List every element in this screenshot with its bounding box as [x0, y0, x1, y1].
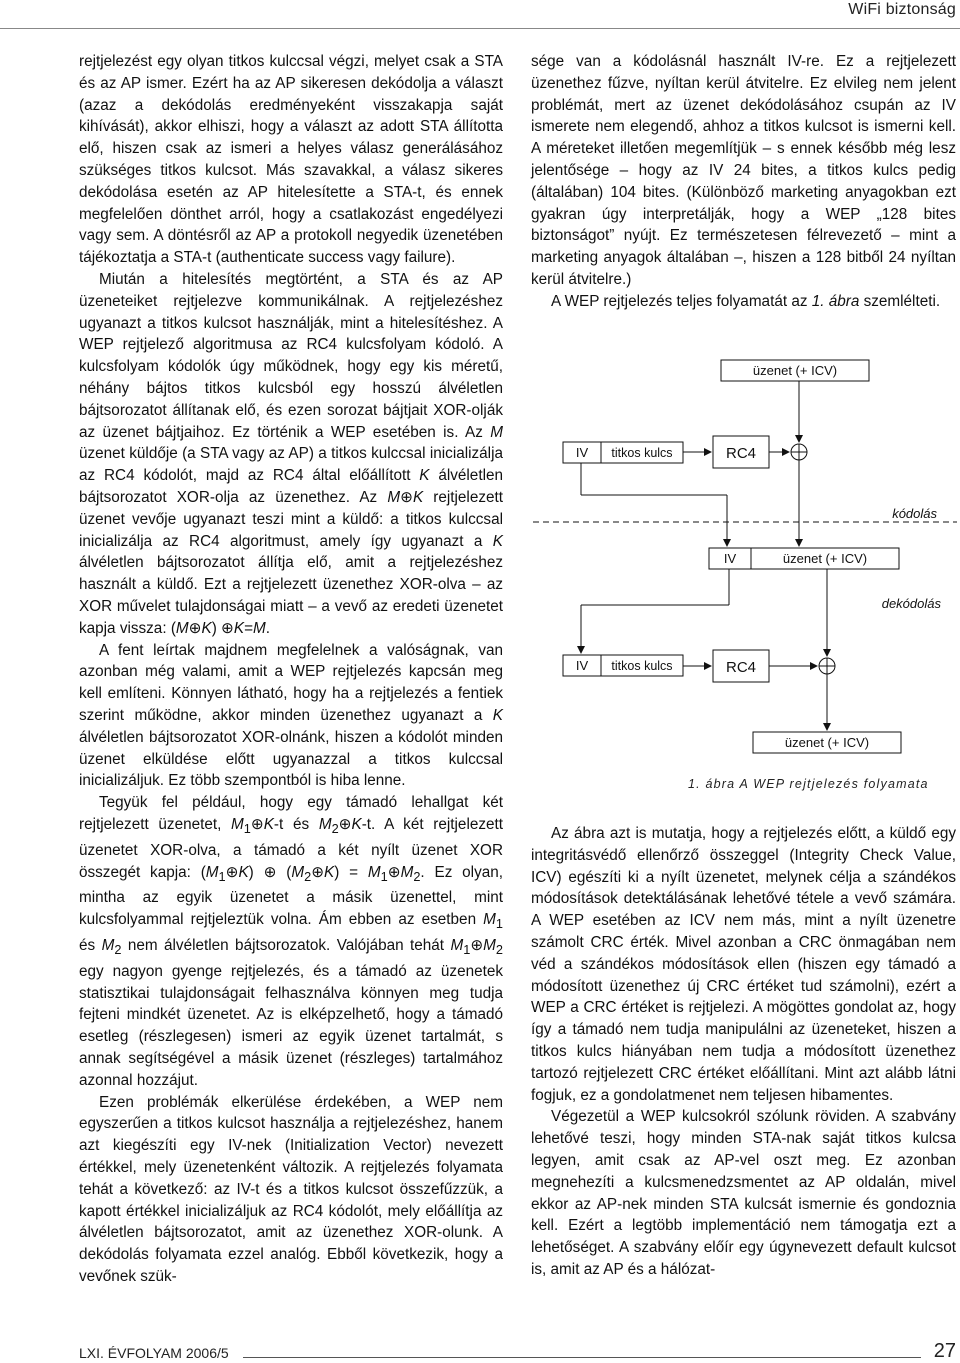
key-label-decrypt: titkos kulcs [611, 659, 673, 673]
decrypt-label: dekódolás [881, 596, 941, 611]
paragraph: Ezen problémák elkerülése érdekében, a WEP nem egyszerűen a titkos kulcsot használja a rejtjelezéshez, hanem azt kiegészíti egy IV-nek (Initialization Vector) nevezett értékkel, mely üzenetenként változik. A rejtjelezés folyamata tehát a következő: az IV-t és a titkos kulcsot összefűzzük, a kapott értékkel inicializáljuk az RC4 kódolót, mely előállítja az álvéletlen bájtsorozatot, amit az üzenethez XOR-olunk. A dekódolás folyamata ezzel analóg. Ebből következik, hogy a vevőnek szük- [79, 1093, 503, 1286]
key-label-encrypt: titkos kulcs [611, 446, 673, 460]
msg-label-top: üzenet (+ ICV) [752, 363, 838, 378]
iv-label-encrypt: IV [575, 445, 589, 460]
rc4-label-encrypt: RC4 [725, 445, 757, 462]
paragraph: sége van a kódolásnál használt IV-re. Ez a rejtjelezett üzenethez fűzve, nyíltan kerül átvitelre. Ez elvileg nem jelent problémát, mert az üzenet dekódolásához csupán az IV ismerete nem elegendő, ahhoz a titkos kulcsot is ismerni kell. A méreteket illetően megemlítjük – s ennek később még lesz jelentősége – hogy az IV 24 bites, a titkos kulcs pedig (általában) 104 bites. (Különböző marketing anyagokban ezt gyakran úgy interpretálják, hogy a WEP „128 bites biztonságot” nyújt. Ez természetesen félrevezető – mint a marketing anyagok általában –, hiszen a 128 bitből 24 nyíltan kerül átvitelre.) [531, 53, 956, 288]
running-title: WiFi biztonság [848, 1, 956, 18]
header-rule [0, 28, 960, 29]
page-number: 27 [933, 1340, 956, 1362]
page-header [0, 0, 960, 30]
wep-diagram [531, 355, 959, 775]
paragraph: Végezetül a WEP kulcsokról szólunk röviden. A szabvány lehetővé teszi, hogy minden STA-nak saját titkos kulcsa legyen, amit csak az AP-vel oszt meg. Ez azonban megnehezíti a kulcsmenedzsmentet az AP oldalán, mivel ekkor az AP-nek minden STA kulcsát ismernie és gondoznia kell. Ezért a legtöbb implementáció nem támogatja ezt a lehetőséget. A szabvány előír egy úgynevezett default kulcsot is, amit az AP és a hálózat- [531, 1108, 956, 1278]
paragraph: A WEP rejtjelezés teljes folyamatát az 1. ábra szemlélteti. [551, 292, 941, 310]
msg-label-bottom: üzenet (+ ICV) [784, 735, 870, 750]
paragraph: A fent leírtak majdnem megfelelnek a valóságnak, van azonban még valami, amit a WEP rejtjelezés kapcsán meg kell említeni. Könnyen látható, hogy ha a rejtjelezés a fentiek szerint működne, akkor minden üzenethez ugyanazt a K álvéletlen bájtsorozatot XOR-olnánk, hiszen a kódolót minden üzenet elküldése előtt ugyanazzal a titkos kulccsal inicializáljuk. Ez több szempontból is hiba lenne. [79, 641, 503, 790]
left-column [79, 51, 503, 1288]
wep-figure [531, 355, 959, 795]
iv-label-decrypt: IV [575, 658, 589, 673]
right-column-bottom [531, 823, 956, 1281]
figure-caption: 1. ábra A WEP rejtjelezés folyamata [688, 777, 929, 791]
paragraph: rejtjelezést egy olyan titkos kulccsal végzi, melyet csak a STA és az AP ismer. Ezért ha az AP sikeresen dekódolja a választ (azaz a dekódolás eredményeként visszakapja saját kihívását), akkor elhiszi, hogy a választ az adott STA állította elő, hiszen csak az ismeri a helyes válasz generálásához szükséges titkos kulcsot. Más szavakkal, a válasz sikeres dekódolása esetén az AP hitelesítette a STA-t, és ennek megfelelően dönthet arról, hogy a csatlakozást engedélyezi vagy sem. A döntésről az AP a protokoll negyedik üzenetében tájékoztatja a STA-t (authenticate success vagy failure). [79, 53, 503, 267]
right-column-top [531, 51, 956, 313]
paragraph: Tegyük fel például, hogy egy támadó lehallgat két rejtjelezett üzenetet, $M_1\oplus K-t$ és $M_2\oplus K-t$. A két rejtjelezett üzenetet XOR-olva, a támadó a két nyílt üzenet XOR összegét kapja: $(M_1\oplus K)$ ⊕ $(M_2\oplus K)$ = $M_1\oplus M_2$. Ez olyan, mintha az egyik üzenetet a másik üzenettel, mint kulcsfolyammal rejtjeleztük volna. Ám ebben az esetben $M_1$ és $M_2$ nem álvéletlen bájtsorozatok. Valójában tehát $M_1\oplus M_2$ egy nagyon gyenge rejtjelezés, és a támadó az üzenetek statisztikai tulajdonságait felhasználva könnyen meg tudja fejteni mindkét üzenetet. Az is elképzelhető, hogy a támadó esetleg (részlegesen) ismeri az egyik üzenet tartalmát, s annak segítségével a másik üzenet (részleges) tartalmához azonnal hozzájut. [79, 794, 504, 1089]
paragraph: Az ábra azt is mutatja, hogy a rejtjelezés előtt, a küldő egy integritásvédő ellenőrző összeggel (Integrity Check Value, ICV) egészíti ki a nyílt üzenetet, melynek célja a szándékos módosítások detektálásának lehetővé tétele a vevő számára. A WEP esetében az ICV nem más, mint a nyílt üzenetre számolt CRC érték. Mivel azonban a CRC önmagában nem véd a szándékos módosítások ellen (hiszen egy támadó a módosított üzenethez új CRC értéket tud számolni), ezért a WEP a CRC értéket is rejtjelezi. A mögöttes gondolat az, hogy így a támadó nem tudja manipulálni az üzeneteket, hiszen a titkos kulcs hiányában nem tudja a módosított üzenethez tartozó rejtjelezett CRC értéket előállítani. Mint azt alább látni fogjuk, ez a gondolatmenet nem teljesen hibamentes. [531, 825, 956, 1104]
footer-volume: LXI. ÉVFOLYAM 2006/5 [79, 1345, 229, 1361]
footer-rule [243, 1357, 921, 1358]
encrypt-label: kódolás [892, 506, 937, 521]
msg-label-cipher: üzenet (+ ICV) [782, 551, 868, 566]
paragraph: Miután a hitelesítés megtörtént, a STA és az AP üzeneteiket rejtjelezve kommunikálnak. A rejtjelezéshez ugyanazt a titkos kulcsot használják, mint a hitelesítéshez. A WEP rejtjelező algoritmusa az RC4 kulcsfolyam kódoló. A kulcsfolyam kódolók úgy működnek, hogy egy kis méretű, néhány bájtos titkos kulcsból egy hosszú álvéletlen bájtsorozatot állítanak elő, és ezen sorozat bájtjait XOR-olják az üzenet bájtjaihoz. Ez történik a WEP esetében is. Az M üzenet küldője (a STA vagy az AP) a titkos kulccsal inicializálja az RC4 kódolót, majd az RC4 által előállított K álvéletlen bájtsorozatot XOR-olja az üzenethez. Az M⊕K rejtjelezett üzenet vevője ugyanazt teszi mint a küldő: a titkos kulccsal inicializálja az RC4 algoritmust, amely így ugyanazt a K álvéletlen bájtsorozatot állítja elő, amit a rejtjelezéshez használt a küldő. Ezt a rejtjelezett üzenethez XOR-olva – az XOR művelet tulajdonságai miatt – a vevő az eredeti üzenetet kapja vissza: (M⊕K) ⊕K=M. [79, 270, 503, 637]
iv-label-cipher: IV [723, 551, 737, 566]
rc4-label-decrypt: RC4 [725, 659, 757, 676]
